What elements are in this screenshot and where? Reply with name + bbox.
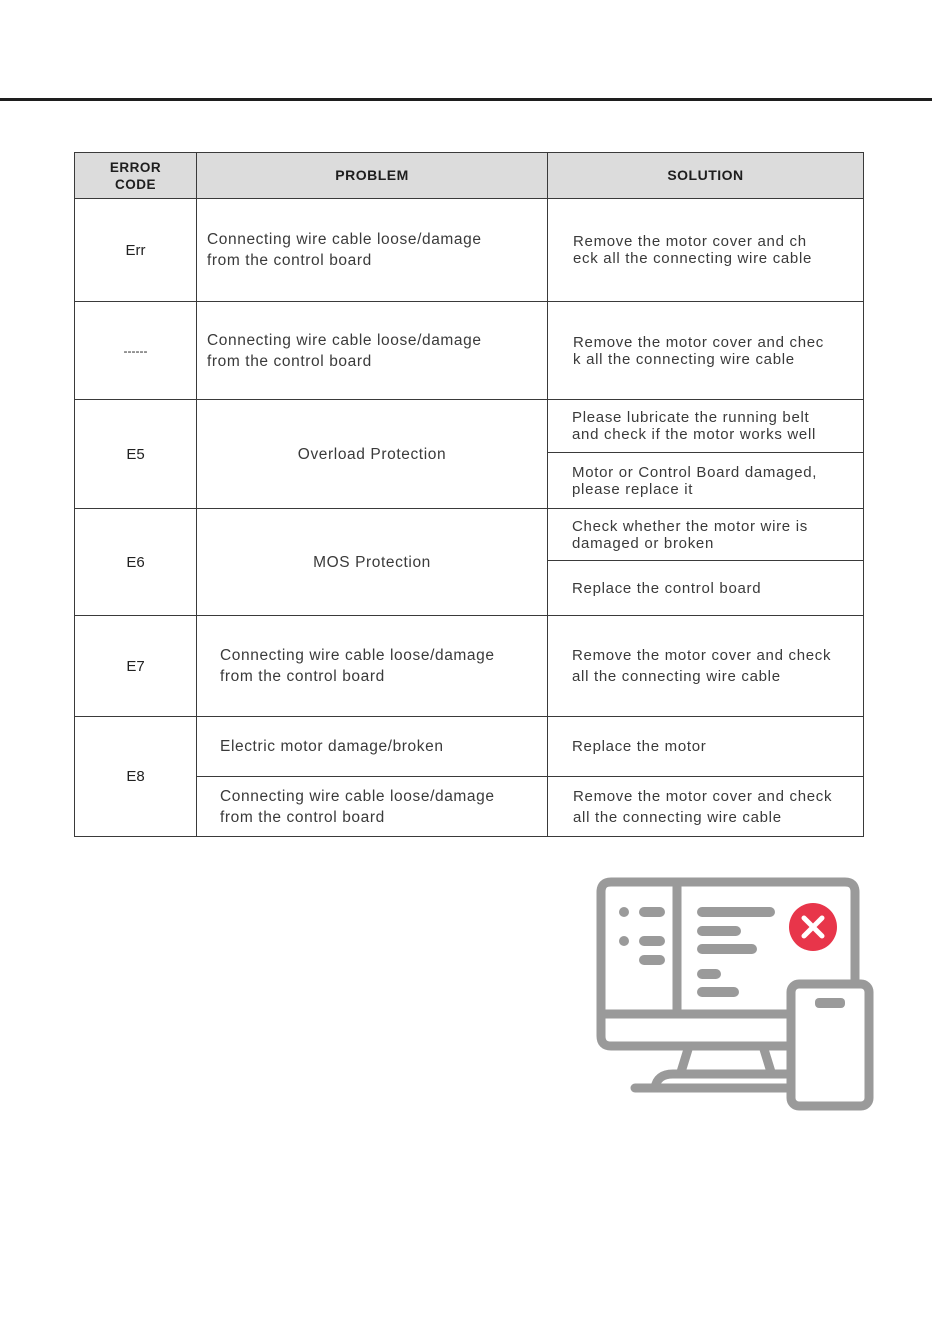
table-header-row <box>75 153 864 199</box>
error-code-cell: E8 <box>75 717 197 837</box>
top-divider <box>0 98 932 101</box>
problem-cell: Connecting wire cable loose/damage from the control board <box>197 302 548 400</box>
error-code-cell: E6 <box>75 509 197 616</box>
problem-cell: Electric motor damage/broken <box>197 717 548 777</box>
header-solution: SOLUTION <box>548 153 864 199</box>
problem-cell: Connecting wire cable loose/damage from the control board <box>197 777 548 837</box>
problem-cell: Overload Protection <box>197 400 548 509</box>
solution-cell: Replace the control board <box>548 561 864 616</box>
computer-error-icon <box>595 876 875 1112</box>
header-error-code: ERROR CODE <box>75 153 197 199</box>
solution-cell: Remove the motor cover and check all the connecting wire cable <box>548 777 864 837</box>
solution-cell: Replace the motor <box>548 717 864 777</box>
solution-cell: Remove the motor cover and ch eck all the connecting wire cable <box>548 199 864 302</box>
solution-cell: Please lubricate the running belt and check if the motor works well <box>548 400 864 453</box>
solution-cell: Remove the motor cover and chec k all the connecting wire cable <box>548 302 864 400</box>
error-code-table <box>74 152 864 837</box>
error-code-cell: ------ <box>75 302 197 400</box>
problem-cell: MOS Protection <box>197 509 548 616</box>
solution-cell: Remove the motor cover and check all the connecting wire cable <box>548 616 864 717</box>
problem-cell: Connecting wire cable loose/damage from the control board <box>197 616 548 717</box>
table-row <box>75 509 864 561</box>
error-code-cell: E5 <box>75 400 197 509</box>
table-row <box>75 400 864 453</box>
computer-error-illustration <box>595 876 875 1112</box>
table-row <box>75 616 864 717</box>
error-code-cell: E7 <box>75 616 197 717</box>
solution-cell: Check whether the motor wire is damaged or broken <box>548 509 864 561</box>
table-row <box>75 302 864 400</box>
error-code-cell: Err <box>75 199 197 302</box>
table-row <box>75 199 864 302</box>
error-badge-icon <box>789 903 837 951</box>
table-row <box>75 717 864 777</box>
problem-cell: Connecting wire cable loose/damage from the control board <box>197 199 548 302</box>
solution-cell: Motor or Control Board damaged, please replace it <box>548 453 864 509</box>
header-problem: PROBLEM <box>197 153 548 199</box>
